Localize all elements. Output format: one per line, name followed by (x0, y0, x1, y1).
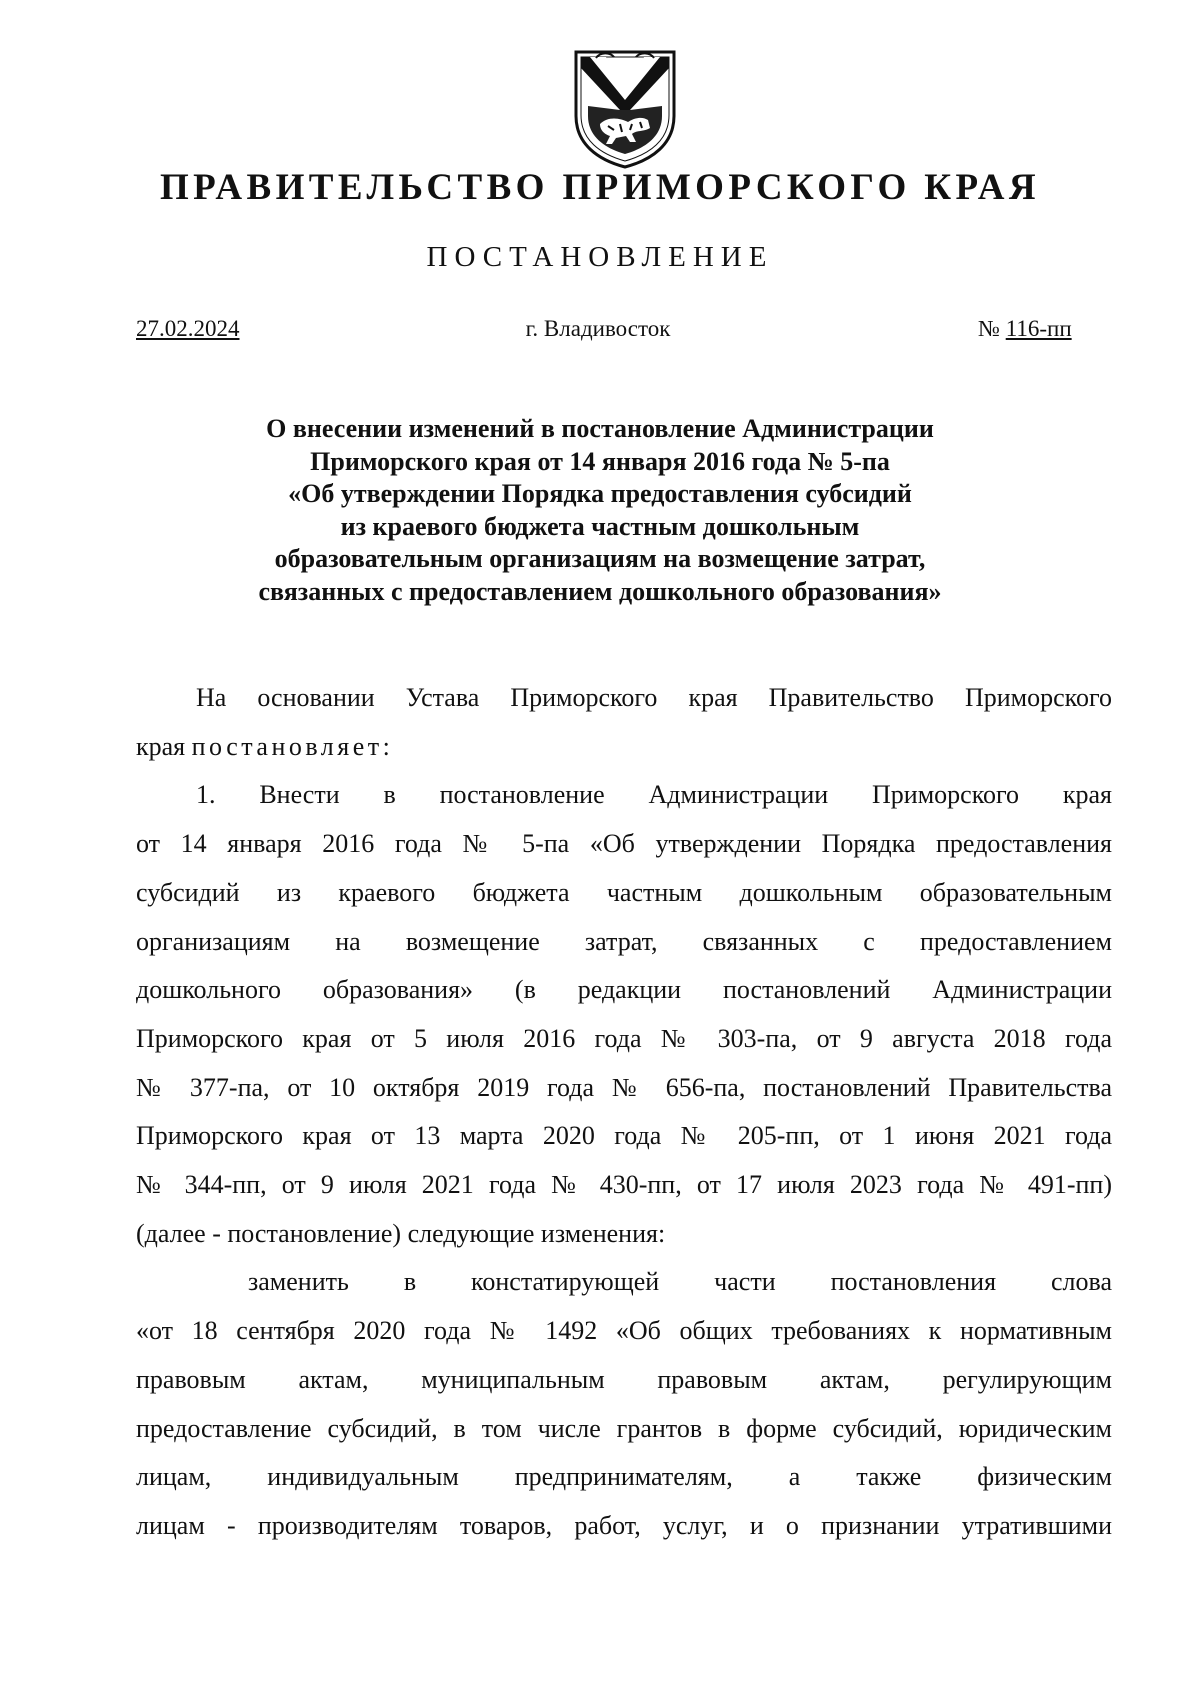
government-title: ПРАВИТЕЛЬСТВО ПРИМОРСКОГО КРАЯ (159, 167, 1041, 208)
document-city: г. Владивосток (525, 316, 671, 341)
body-line: На основании Устава Приморского края Правительство Приморского (196, 683, 1112, 712)
body-line: от 14 января 2016 года № 5-па «Об утверждении Порядка предоставления (136, 829, 1112, 859)
body-line: лицам, индивидуальным предпринимателям, а также физическим (136, 1462, 1112, 1492)
body-line (136, 723, 1112, 772)
body-line: № 344-пп, от 9 июля 2021 года № 430-пп, от 17 июля 2023 года № 491-пп) (136, 1170, 1112, 1200)
body-line: организациям на возмещение затрат, связанных с предоставлением (136, 926, 1112, 956)
body-word-spaced: постановляет: (191, 731, 394, 761)
body-word: края (136, 731, 186, 761)
heading-line: из краевого бюджета частным дошкольным (340, 511, 860, 541)
document-body (136, 674, 1112, 1551)
number-value: 116-пп (1005, 316, 1072, 341)
document-number (978, 316, 1072, 342)
body-line: Приморского края от 13 марта 2020 года № 205-пп, от 1 июня 2021 года (136, 1121, 1112, 1151)
body-line: дошкольного образования» (в редакции постановлений Администрации (136, 975, 1112, 1005)
number-sign: № (978, 316, 1000, 341)
body-line: 1. Внести в постановление Администрации Приморского края (196, 780, 1112, 810)
body-line: Приморского края от 5 июля 2016 года № 303-па, от 9 августа 2018 года (136, 1023, 1112, 1053)
body-line: «от 18 сентября 2020 года № 1492 «Об общих требованиях к нормативным (136, 1316, 1112, 1346)
body-line: предоставление субсидий, в том числе грантов в форме субсидий, юридическим (136, 1413, 1112, 1443)
body-line: (далее - постановление) следующие изменения: (136, 1218, 666, 1248)
body-line: лицам - производителям товаров, работ, услуг, и о признании утратившими (136, 1510, 1112, 1540)
body-line: № 377-па, от 10 октября 2019 года № 656-па, постановлений Правительства (136, 1072, 1112, 1102)
document-type: ПОСТАНОВЛЕНИЕ (426, 241, 774, 273)
heading-line: связанных с предоставлением дошкольного образования» (258, 576, 942, 606)
document-heading (0, 413, 1200, 608)
document-date: 27.02.2024 (136, 316, 240, 341)
body-line: заменить в констатирующей части постановления слова (248, 1267, 1112, 1297)
heading-line: «Об утверждении Порядка предоставления субсидий (288, 479, 912, 508)
heading-line: О внесении изменений в постановление Администрации (266, 414, 934, 443)
heading-line: образовательным организациям на возмещение затрат, (274, 544, 926, 573)
body-line: субсидий из краевого бюджета частным дошкольным образовательным (136, 877, 1112, 907)
body-line: правовым актам, муниципальным правовым актам, регулирующим (136, 1364, 1112, 1394)
heading-line: Приморского края от 14 января 2016 года № 5-па (310, 446, 890, 476)
primorsky-krai-coat-of-arms-icon (570, 48, 680, 170)
